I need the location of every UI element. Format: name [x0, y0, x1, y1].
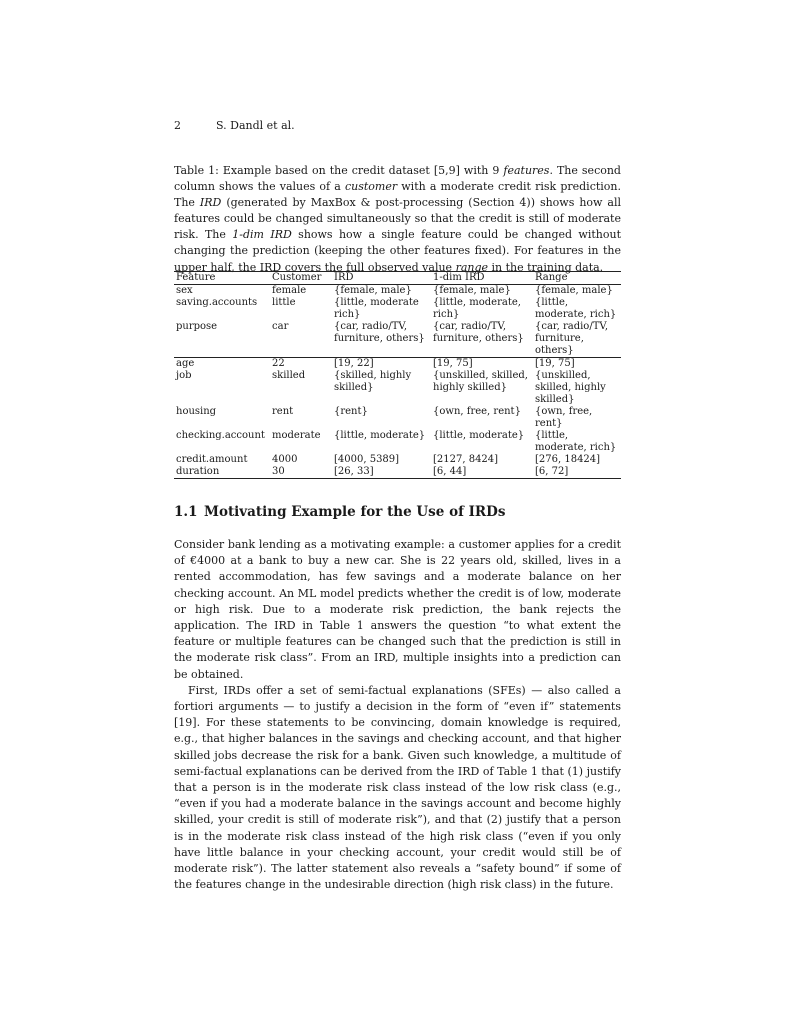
- cell-range: {little, moderate, rich}: [535, 430, 617, 453]
- cell-range: {unskilled, skilled, highly skilled}: [535, 370, 606, 405]
- table-row: [174, 297, 621, 321]
- table-row: [174, 358, 621, 371]
- table-row: [174, 285, 621, 298]
- cell-customer: rent: [272, 406, 294, 417]
- caption-emph: customer: [344, 180, 398, 194]
- cell-feature: duration: [174, 466, 270, 479]
- cell-ird: {little, moderate rich}: [334, 297, 419, 320]
- section-title: Motivating Example for the Use of IRDs: [204, 504, 506, 520]
- cell-customer: little: [272, 297, 296, 308]
- caption-emph: IRD: [199, 196, 222, 210]
- table-row: [174, 454, 621, 466]
- header-range: Range: [535, 272, 568, 283]
- cell-feature: housing: [176, 406, 217, 417]
- cell-range: {female, male}: [535, 285, 613, 296]
- table-row: [174, 466, 621, 479]
- running-head-authors: S. Dandl et al.: [216, 119, 295, 132]
- table-caption: [174, 163, 621, 276]
- caption-text: (generated by MaxBox & post-processing (Section 4)) shows how all features could be changed simultaneously so that the credit is still of moderate risk. The: [174, 196, 622, 242]
- cell-customer: moderate: [272, 430, 321, 441]
- header-customer: Customer: [272, 272, 322, 283]
- caption-text: shows how a single feature could be changed without changing the prediction (keeping the other features fixed). For features in the upper half, the IRD covers the full observed value: [174, 228, 621, 274]
- caption-text: in the training data.: [488, 260, 604, 274]
- cell-range: {own, free, rent}: [535, 406, 593, 429]
- cell-customer: female: [272, 285, 307, 296]
- header-ird: IRD: [334, 272, 354, 283]
- cell-ird: [19, 22]: [332, 358, 431, 371]
- cell-customer: car: [272, 321, 289, 332]
- caption-text: . The second column shows the values of a: [174, 164, 621, 194]
- cell-feature: checking.account: [176, 430, 265, 441]
- cell-1dim-ird: {female, male}: [433, 285, 511, 296]
- cell-ird: {little, moderate}: [334, 430, 426, 441]
- cell-feature: saving.accounts: [176, 297, 258, 308]
- header-1dim-ird: 1-dim IRD: [433, 272, 485, 283]
- table-row: [174, 430, 621, 454]
- cell-customer: skilled: [272, 370, 306, 381]
- page-header: [174, 119, 295, 132]
- section-heading: [174, 504, 505, 520]
- table-row: [174, 321, 621, 358]
- cell-range: [276, 18424]: [535, 454, 601, 465]
- cell-range: [6, 72]: [533, 466, 621, 479]
- table-row: [174, 406, 621, 430]
- cell-feature: purpose: [176, 321, 218, 332]
- header-feature: Feature: [176, 272, 216, 283]
- paragraph: First, IRDs offer a set of semi-factual explanations (SFEs) — also called a fortiori arguments — to justify a decision in the form of “even if” statements [19]. For these statements to be convincing, domain knowledge is required, e.g., that higher balances in the savings and checking account, and that higher skilled jobs decrease the risk for a bank. Given such knowledge, a multitude of semi-factual explanations can be derived from the IRD of Table 1 that (1) justify that a person is in the moderate risk class instead of the low risk class (e.g., “even if you had a moderate balance in the savings account and become highly skilled, your credit is still of moderate risk”), and that (2) justify that a person is in the moderate risk class instead of the high risk class (“even if you only have little balance in your checking account, your credit would still be of moderate risk”). The latter statement also reveals a “safety bound” if some of the features change in the undesirable direction (high risk class) in the future.: [174, 683, 621, 892]
- cell-ird: [4000, 5389]: [334, 454, 400, 465]
- caption-text: Table 1: Example based on the credit dataset [5,9] with 9: [174, 164, 504, 177]
- page-number: 2: [174, 119, 181, 132]
- cell-customer: 4000: [272, 454, 298, 465]
- cell-1dim-ird: {own, free, rent}: [433, 406, 521, 417]
- cell-customer: 22: [270, 358, 332, 371]
- cell-range: {little, moderate, rich}: [535, 297, 617, 320]
- caption-emph: features: [503, 164, 550, 177]
- section-body: [174, 537, 621, 893]
- cell-1dim-ird: {car, radio/TV, furniture, others}: [433, 321, 524, 344]
- cell-ird: {rent}: [334, 406, 368, 417]
- caption-emph: 1-dim IRD: [232, 228, 292, 242]
- caption-text: with a moderate credit risk prediction. The: [174, 180, 622, 210]
- table-header-row: [174, 272, 621, 285]
- cell-1dim-ird: {unskilled, skilled, highly skilled}: [433, 370, 528, 393]
- cell-feature: credit.amount: [176, 454, 248, 465]
- table-row: [174, 370, 621, 406]
- cell-range: [19, 75]: [533, 358, 621, 371]
- cell-1dim-ird: [6, 44]: [431, 466, 533, 479]
- cell-ird: {skilled, highly skilled}: [334, 370, 412, 393]
- cell-customer: 30: [270, 466, 332, 479]
- section-number: 1.1: [174, 504, 198, 520]
- cell-1dim-ird: [2127, 8424]: [433, 454, 499, 465]
- cell-ird: {car, radio/TV, furniture, others}: [334, 321, 425, 344]
- caption-emph: range: [455, 260, 489, 274]
- ird-table: [174, 271, 621, 479]
- cell-ird: {female, male}: [334, 285, 412, 296]
- cell-feature: sex: [176, 285, 193, 296]
- cell-1dim-ird: {little, moderate}: [433, 430, 525, 441]
- cell-ird: [26, 33]: [332, 466, 431, 479]
- cell-feature: job: [176, 370, 192, 381]
- cell-range: {car, radio/TV, furniture, others}: [535, 321, 609, 356]
- paragraph: Consider bank lending as a motivating example: a customer applies for a credit of €4000 at a bank to buy a new car. She is 22 years old, skilled, lives in a rented accommodation, has few savings and a moderate balance on her checking account. An ML model predicts whether the credit is of low, moderate or high risk. Due to a moderate risk prediction, the bank rejects the application. The IRD in Table 1 answers the question “to what extent the feature or multiple features can be changed such that the prediction is still in the moderate risk class”. From an IRD, multiple insights into a prediction can be obtained.: [174, 538, 621, 681]
- cell-1dim-ird: {little, moderate, rich}: [433, 297, 521, 320]
- cell-1dim-ird: [19, 75]: [431, 358, 533, 371]
- cell-feature: age: [174, 358, 270, 371]
